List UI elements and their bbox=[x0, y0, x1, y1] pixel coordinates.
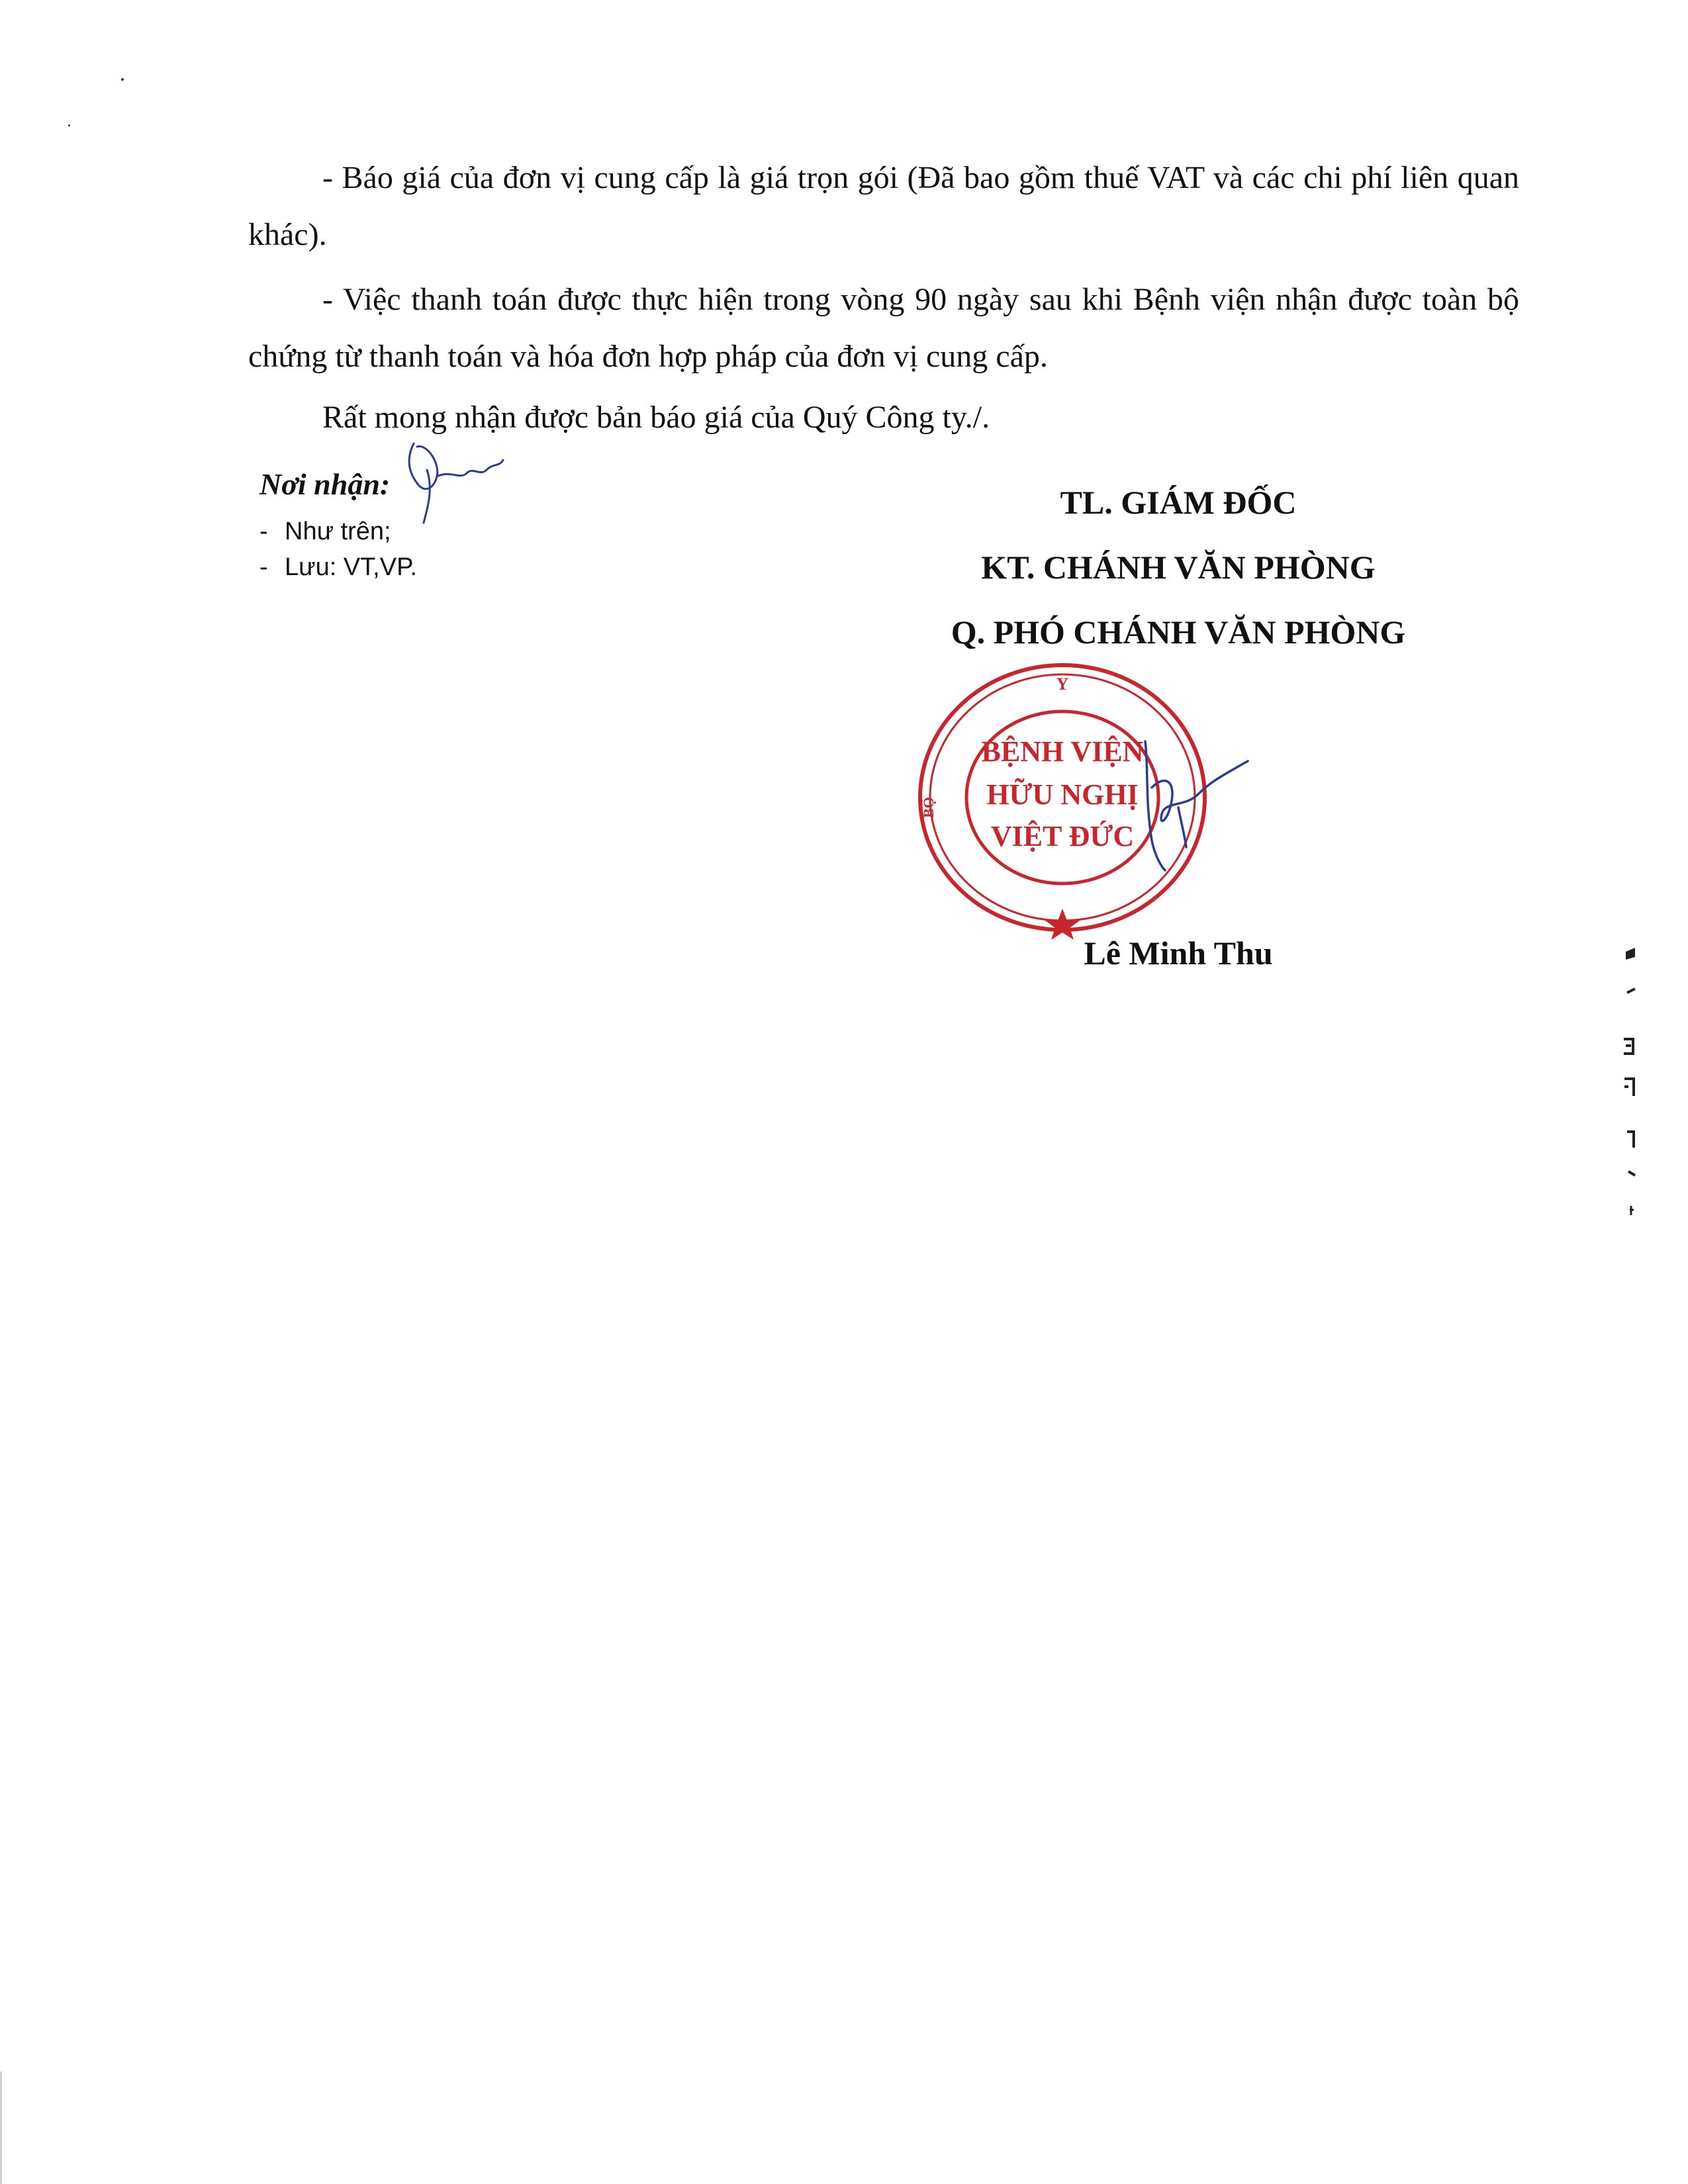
seal-line-3: VIỆT ĐỨC bbox=[990, 820, 1135, 852]
recipient-text: Lưu: VT,VP. bbox=[285, 553, 418, 581]
paragraph-quote-terms: - Báo giá của đơn vị cung cấp là giá trọn gói (Đã bao gồm thuế VAT và các chi phí liên quan khác). bbox=[248, 160, 1519, 252]
list-dash: - bbox=[259, 553, 268, 581]
scan-left-edge-shadow bbox=[0, 2071, 2, 2184]
signature-line-director: TL. GIÁM ĐỐC bbox=[1060, 484, 1297, 521]
signature-line-chief-office: KT. CHÁNH VĂN PHÒNG bbox=[981, 549, 1376, 586]
recipient-text: Như trên; bbox=[285, 518, 391, 545]
scan-edge-artifacts bbox=[1601, 946, 1640, 1224]
initial-signature bbox=[387, 430, 506, 529]
seal-top-mark: Y bbox=[1056, 674, 1069, 694]
recipient-item bbox=[259, 549, 723, 585]
scan-speck bbox=[121, 78, 124, 81]
seal-line-2: HỮU NGHỊ bbox=[986, 778, 1139, 811]
paragraph-payment-terms: - Việc thanh toán được thực hiện trong vòng 90 ngày sau khi Bệnh viện nhận được toàn bộ chứng từ thanh toán và hóa đơn hợp pháp của đơn vị cung cấp. bbox=[248, 282, 1519, 374]
signature-line-deputy-chief-office: Q. PHÓ CHÁNH VĂN PHÒNG bbox=[951, 614, 1406, 651]
seal-line-1: BỆNH VIỆN bbox=[981, 735, 1144, 768]
signer-name: Lê Minh Thu bbox=[1084, 934, 1273, 972]
signature-title-block bbox=[887, 470, 1470, 664]
scan-speck bbox=[68, 124, 70, 126]
list-dash: - bbox=[259, 518, 268, 545]
director-signature bbox=[1125, 715, 1251, 874]
recipients-title: Nơi nhận: bbox=[259, 467, 391, 501]
seal-side-text: BỘ bbox=[920, 797, 937, 818]
paragraph-closing: Rất mong nhận được bản báo giá của Quý Công ty./. bbox=[322, 400, 990, 435]
